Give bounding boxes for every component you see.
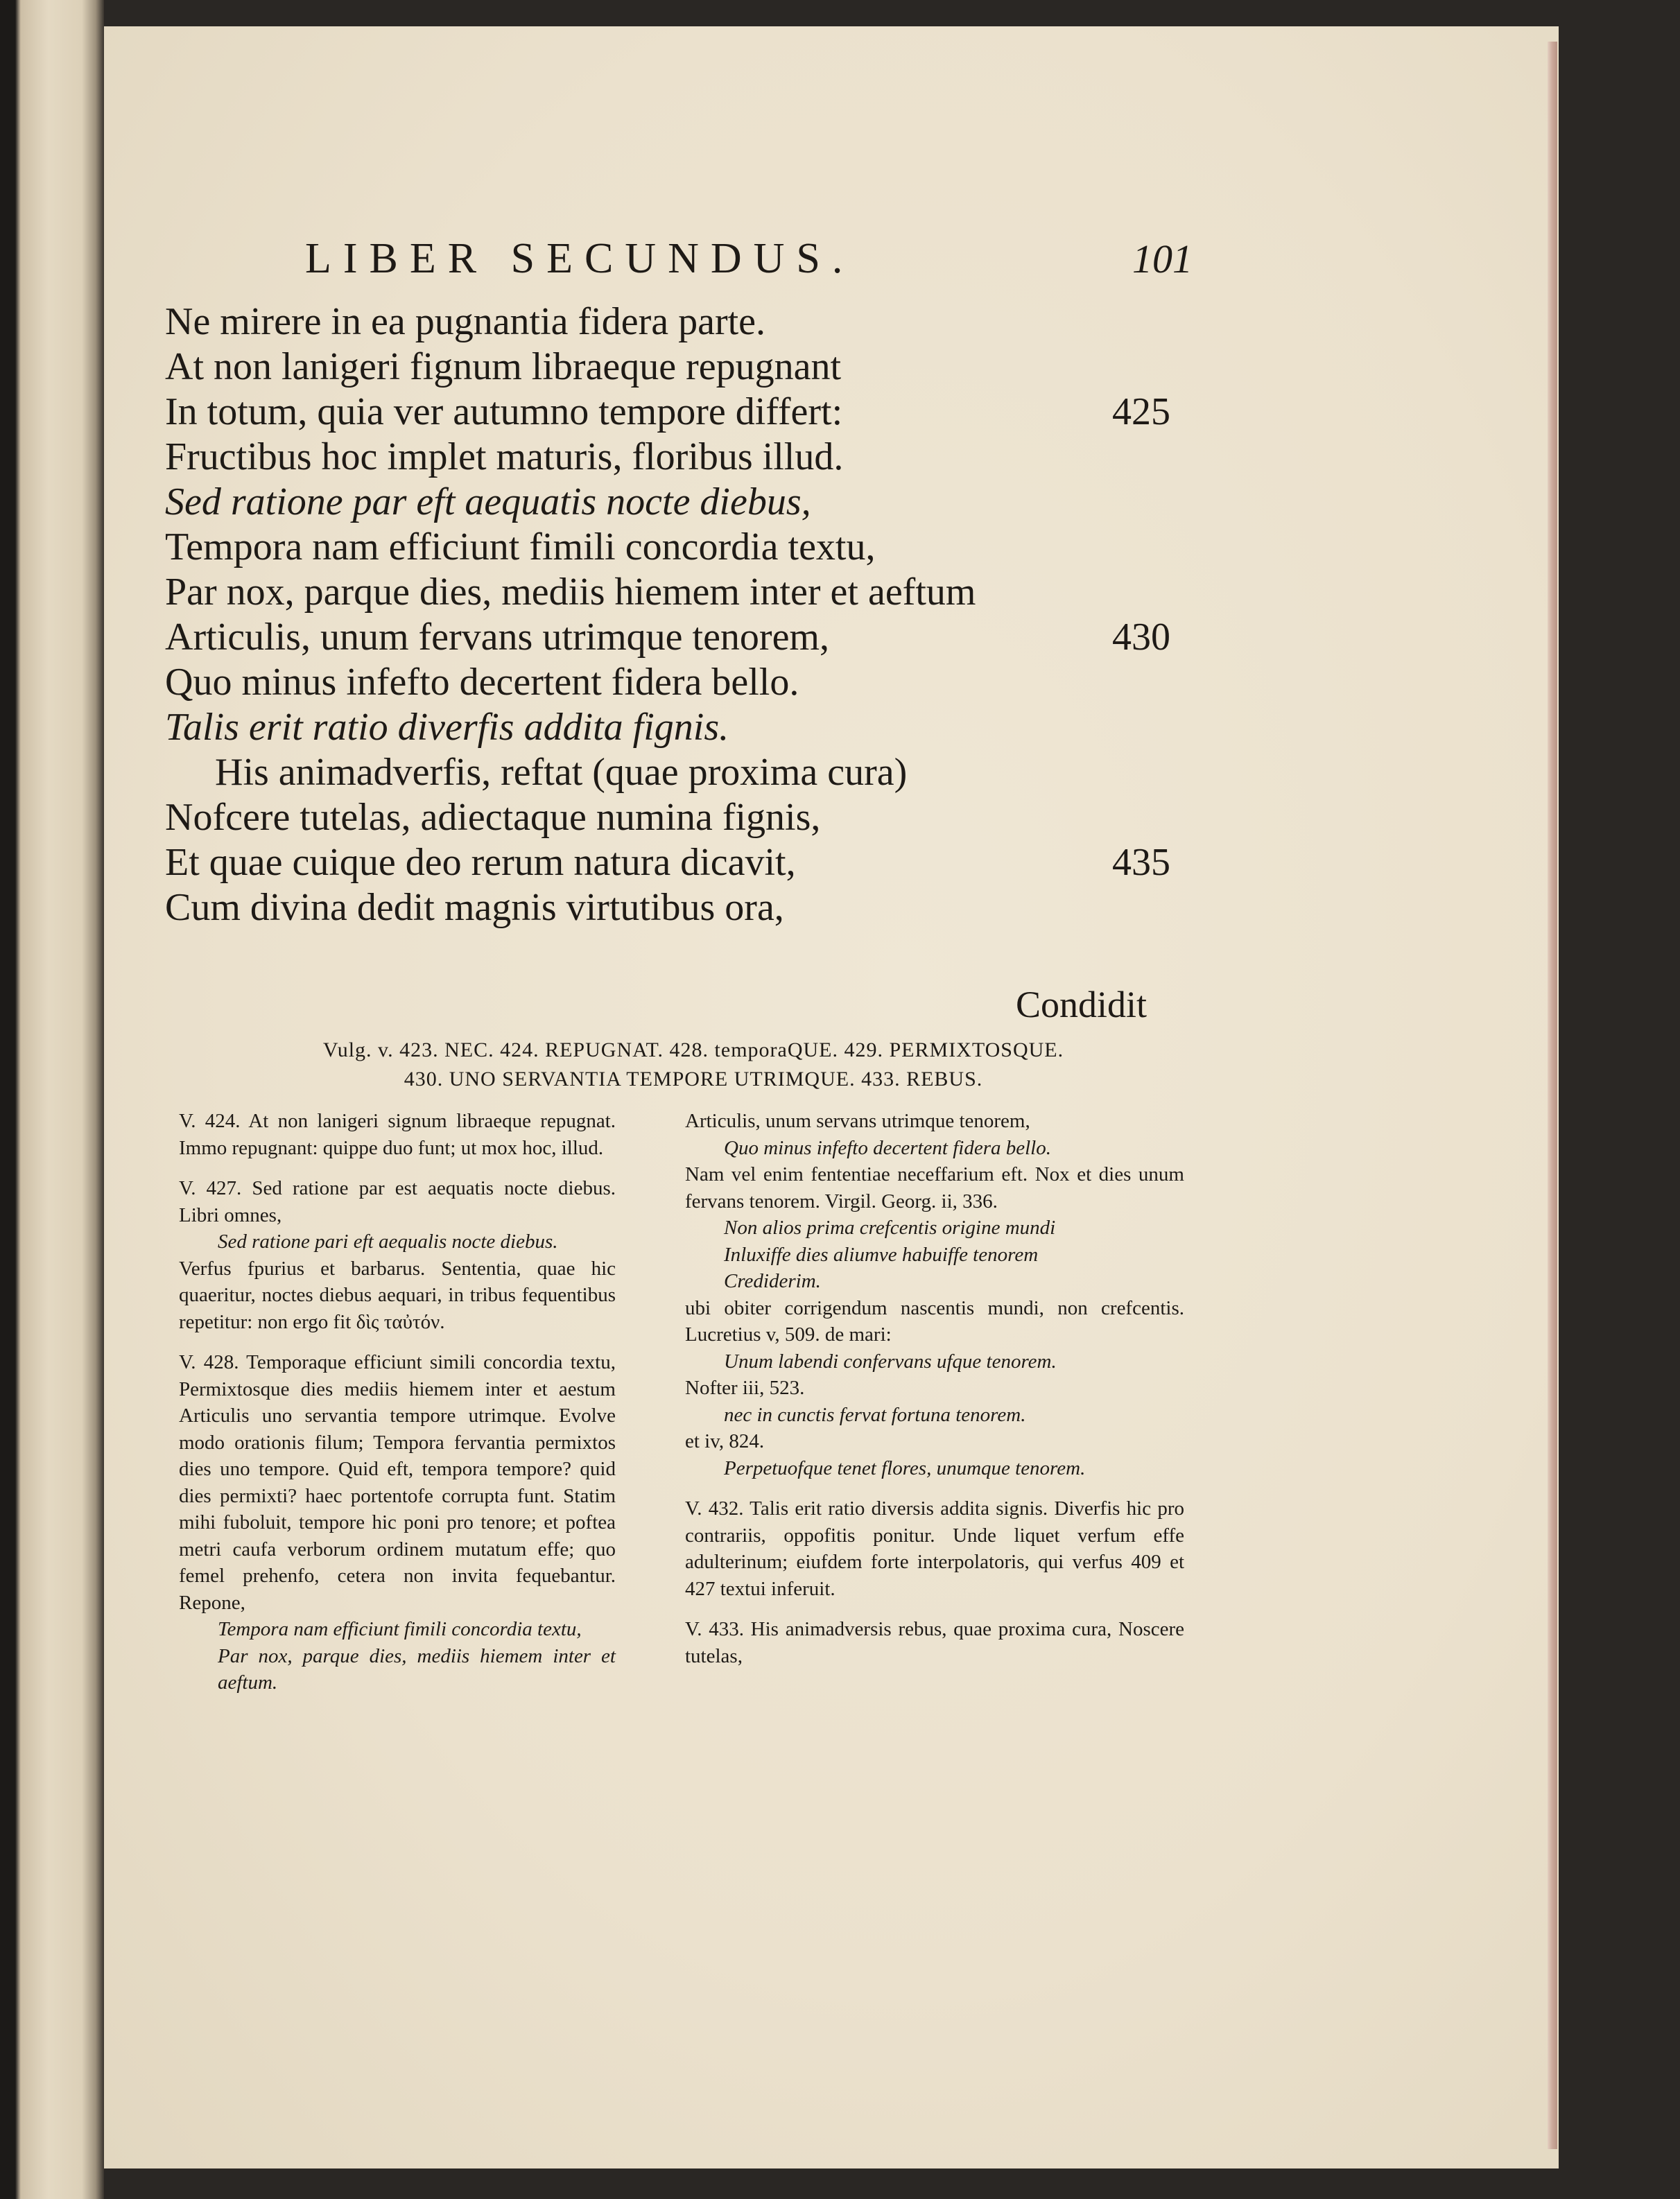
virgil-quote-1: Non alios prima crefcentis origine mundi [724,1217,1056,1239]
facing-page-edge [0,0,104,2199]
virgil-quote-2: Inluxiffe dies aliumve habuiffe tenorem [724,1243,1039,1266]
line-number: 435 [1112,841,1170,884]
note-424: V. 424. At non lanigeri signum libraeque repugnat. Immo repugnant: quippe duo funt; ut mox hoc, illud. [179,1110,616,1159]
note-reference: Nofter iii, 523. [685,1377,805,1399]
verse-line: At non lanigeri fignum libraeque repugnant [165,345,842,388]
verse-line: Fructibus hoc implet maturis, floribus illud. [165,435,844,478]
note-reference-2: et iv, 824. [685,1430,765,1452]
note-continued-text: Nam vel enim fententiae neceffarium eft. Nox et dies unum fervans tenorem. Virgil. Georg. ii, 336. [685,1163,1184,1213]
note-correction: ubi obiter corrigendum nascentis mundi, non crefcentis. Lucretius v, 509. de mari: [685,1296,1184,1346]
verse-line: Par nox, parque dies, mediis hiemem inter et aeftum [165,571,976,614]
note-428: V. 428. Temporaque efficiunt simili concordia textu, Permixtosque dies mediis hiemem inter et aestum Articulis uno servantia tempore utrimque. Evolve modo orationis filum; Tempora fervantia permixtos dies uno tempore. Quid eft, tempora tempore? quid dies permixti? haec portentofe corrupta funt. Statim mihi fuboluit, tempore hic poni pro tenore; et poftea metri caufa verborum ordinem mutatum effe; quo femel prehenfo, cetera non invita fequebantur. Repone, [179,1351,616,1614]
verse-line-italic: Talis erit ratio diverfis addita fignis. [165,706,729,749]
line-number: 425 [1112,390,1170,433]
note-427: V. 427. Sed ratione par est aequatis nocte diebus. Libri omnes, [179,1177,616,1226]
note-427-quote: Sed ratione pari eft aequalis nocte diebus. [218,1231,558,1253]
verse-line: Nofcere tutelas, adiectaque numina fignis, [165,796,821,839]
verse-line: Ne mirere in ea pugnantia fidera parte. [165,300,766,343]
commentary-right-column [685,1108,1184,1683]
variant-line: Vulg. v. 423. NEC. 424. REPUGNAT. 428. temporaQUE. 429. PERMIXTOSQUE. [322,1038,1064,1061]
running-title: LIBER SECUNDUS. [305,235,855,282]
variant-line: 430. UNO SERVANTIA TEMPORE UTRIMQUE. 433. REBUS. [404,1068,983,1090]
verse-block [165,299,1191,930]
commentary-left-column [179,1108,616,1696]
virgil-quote-3: Crediderim. [724,1270,821,1292]
lucretius-quote: Unum labendi confervans ufque tenorem. [724,1350,1057,1373]
verse-line: Tempora nam efficiunt fimili concordia textu, [165,525,876,568]
manilius-quote-1: nec in cunctis fervat fortuna tenorem. [724,1403,1026,1426]
verse-line: In totum, quia ver autumno tempore differt: 425 [165,390,1170,433]
verse-line: Quo minus infefto decertent fidera bello. [165,661,799,704]
catchword: Condidit [1016,984,1148,1025]
verse-line: Cum divina dedit magnis virtutibus ora, [165,886,784,929]
note-continued-line: Articulis, unum servans utrimque tenorem, [685,1110,1030,1132]
verse-line: Et quae cuique deo rerum natura dicavit, 435 [165,841,1170,884]
note-428-quote-2: Par nox, parque dies, mediis hiemem inter et aeftum. [218,1644,616,1694]
verse-line: Articulis, unum fervans utrimque tenorem, 430 [165,616,1170,659]
verse-line: His animadverfis, reftat (quae proxima cura) [215,751,908,794]
verse-line-italic: Sed ratione par eft aequatis nocte diebus, [165,480,811,523]
note-continued-quote: Quo minus infefto decertent fidera bello. [724,1136,1051,1159]
note-433: V. 433. His animadversis rebus, quae proxima cura, Noscere tutelas, [685,1618,1184,1667]
note-432: V. 432. Talis erit ratio diversis addita signis. Diverfis hic pro contrariis, oppofitis ponitur. Unde liquet verfum effe adulterinum; eiufdem forte interpolatoris, qui verfus 409 et 427 textui inferuit. [685,1497,1184,1600]
page-fore-edge [1548,42,1557,2149]
note-428-quote-1: Tempora nam efficiunt fimili concordia textu, [218,1618,582,1640]
line-number: 430 [1112,616,1170,659]
page-number: 101 [1132,236,1193,281]
running-head [194,229,1193,291]
variant-readings [208,1036,1179,1094]
note-427-rest: Verfus fpurius et barbarus. Sententia, quae hic quaeritur, noctes diebus aequari, in tribus fequentibus repetitur: non ergo fit δὶς ταὐτόν. [179,1257,616,1333]
manilius-quote-2: Perpetuofque tenet flores, unumque tenorem. [724,1457,1086,1479]
